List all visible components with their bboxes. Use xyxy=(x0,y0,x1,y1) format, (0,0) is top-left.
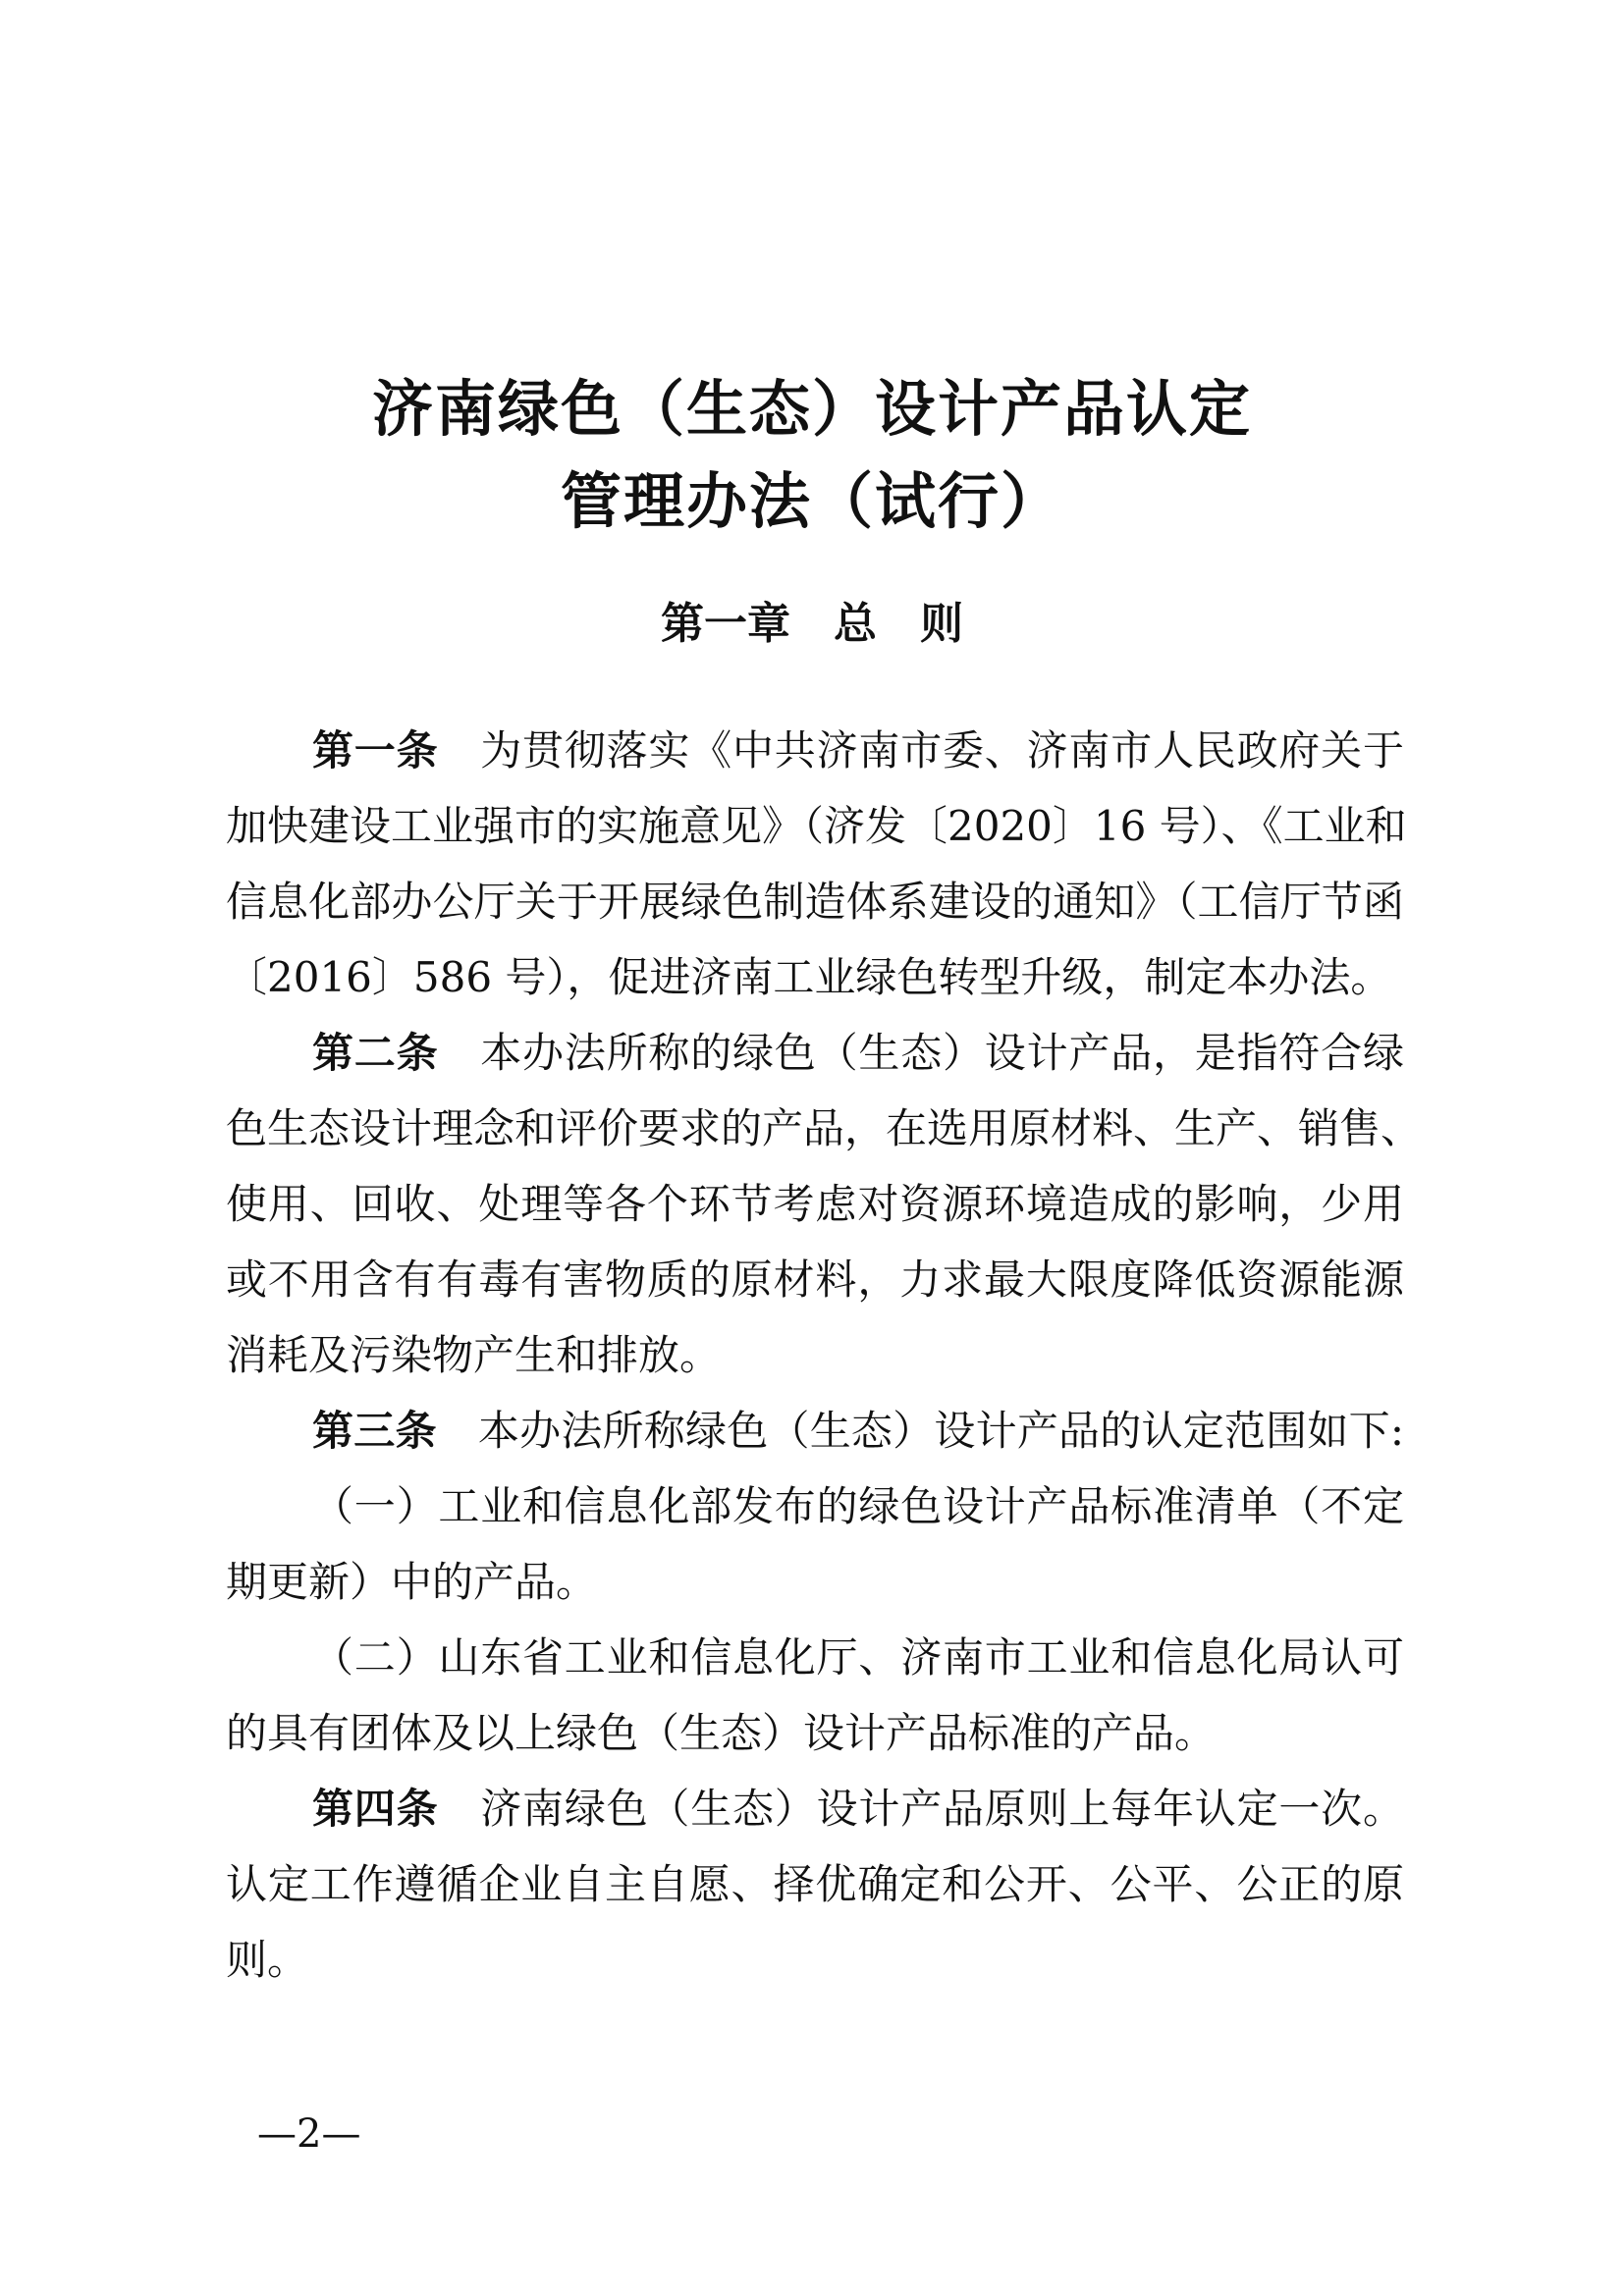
article-4-label: 第四条 xyxy=(312,1785,439,1833)
article-1-line-4: 〔2016〕586 号），促进济南工业绿色转型升级，制定本办法。 xyxy=(226,953,1392,1001)
article-4-line-3: 则。 xyxy=(226,1936,309,1984)
article-4-line-1: 第四条 济南绿色（生态）设计产品原则上每年认定一次。 xyxy=(312,1785,1404,1833)
article-2-line-5: 消耗及污染物产生和排放。 xyxy=(226,1331,722,1379)
article-3-line-1: 第三条 本办法所称绿色（生态）设计产品的认定范围如下: xyxy=(312,1407,1404,1455)
article-4-line-2: 认定工作遵循企业自主自愿、择优确定和公开、公平、公正的原 xyxy=(226,1860,1404,1908)
article-3-item-2-line-1: （二）山东省工业和信息化厅、济南市工业和信息化局认可 xyxy=(312,1633,1404,1682)
document-title-line-1: 济南绿色（生态）设计产品认定 xyxy=(371,373,1252,445)
article-2-label: 第二条 xyxy=(312,1029,439,1077)
article-2-line-1: 第二条 本办法所称的绿色（生态）设计产品，是指符合绿 xyxy=(312,1029,1404,1077)
document-title-line-2: 管理办法（试行） xyxy=(560,465,1063,537)
article-1-label: 第一条 xyxy=(312,726,439,774)
article-3-label: 第三条 xyxy=(312,1407,437,1455)
article-2-line-3: 使用、回收、处理等各个环节考虑对资源环境造成的影响，少用 xyxy=(226,1180,1404,1228)
article-3-item-1-line-2: 期更新）中的产品。 xyxy=(226,1558,598,1606)
chapter-heading: 第一章 总 则 xyxy=(661,599,963,649)
article-2-line-2: 色生态设计理念和评价要求的产品，在选用原材料、生产、销售、 xyxy=(226,1104,1423,1152)
article-3-item-1-line-1: （一）工业和信息化部发布的绿色设计产品标准清单（不定 xyxy=(312,1482,1404,1530)
article-2-line-4: 或不用含有有毒有害物质的原材料，力求最大限度降低资源能源 xyxy=(226,1255,1404,1304)
article-1-line-3: 信息化部办公厅关于开展绿色制造体系建设的通知》（工信厅节函 xyxy=(226,878,1404,926)
article-1-line-1: 第一条 为贯彻落实《中共济南市委、济南市人民政府关于 xyxy=(312,726,1404,774)
page-number: —2— xyxy=(257,2111,361,2157)
article-3-item-2-line-2: 的具有团体及以上绿色（生态）设计产品标准的产品。 xyxy=(226,1709,1217,1757)
article-1-line-2: 加快建设工业强市的实施意见》（济发〔2020〕16 号）、《工业和 xyxy=(226,802,1407,850)
